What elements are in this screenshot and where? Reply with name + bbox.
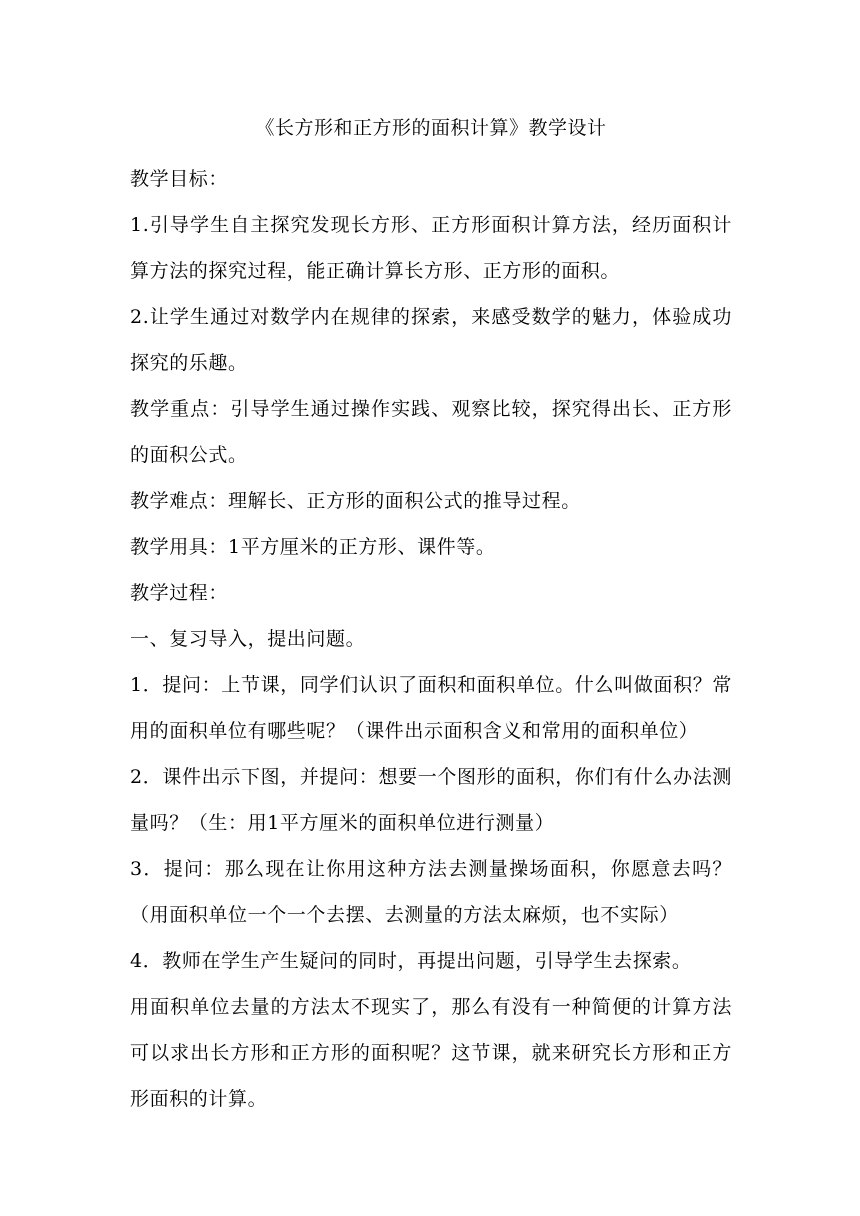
document-title: 《长方形和正方形的面积计算》教学设计 — [255, 117, 607, 139]
process-part-1-heading: 一、复习导入，提出问题。 — [130, 628, 366, 650]
process-step-3: 3．提问：那么现在让你用这种方法去测量操场面积，你愿意去吗？（用面积单位一个一个去摆、去测量的方法太麻烦，也不实际） — [130, 858, 732, 926]
process-step-4: 4．教师在学生产生疑问的同时，再提出问题，引导学生去探索。 — [130, 950, 692, 972]
process-step-1: 1．提问：上节课，同学们认识了面积和面积单位。什么叫做面积？常用的面积单位有哪些呢？（课件出示面积含义和常用的面积单位） — [130, 674, 732, 742]
section-heading-objectives: 教学目标： — [130, 168, 229, 190]
process-conclusion: 用面积单位去量的方法太不现实了，那么有没有一种简便的计算方法可以求出长方形和正方形的面积呢？这节课，就来研究长方形和正方形面积的计算。 — [130, 996, 732, 1110]
difficult-points: 教学难点：理解长、正方形的面积公式的推导过程。 — [130, 490, 581, 512]
key-points: 教学重点：引导学生通过操作实践、观察比较，探究得出长、正方形的面积公式。 — [130, 398, 732, 466]
teaching-tools: 教学用具：1平方厘米的正方形、课件等。 — [130, 536, 496, 558]
process-step-2: 2．课件出示下图，并提问：想要一个图形的面积，你们有什么办法测量吗？（生：用1平方厘米的面积单位进行测量） — [130, 766, 732, 834]
document-body — [130, 108, 732, 1122]
section-heading-process: 教学过程： — [130, 582, 229, 604]
objective-1: 1.引导学生自主探究发现长方形、正方形面积计算方法，经历面积计算方法的探究过程，能正确计算长方形、正方形的面积。 — [130, 214, 732, 282]
objective-2: 2.让学生通过对数学内在规律的探索，来感受数学的魅力，体验成功探究的乐趣。 — [130, 306, 732, 374]
